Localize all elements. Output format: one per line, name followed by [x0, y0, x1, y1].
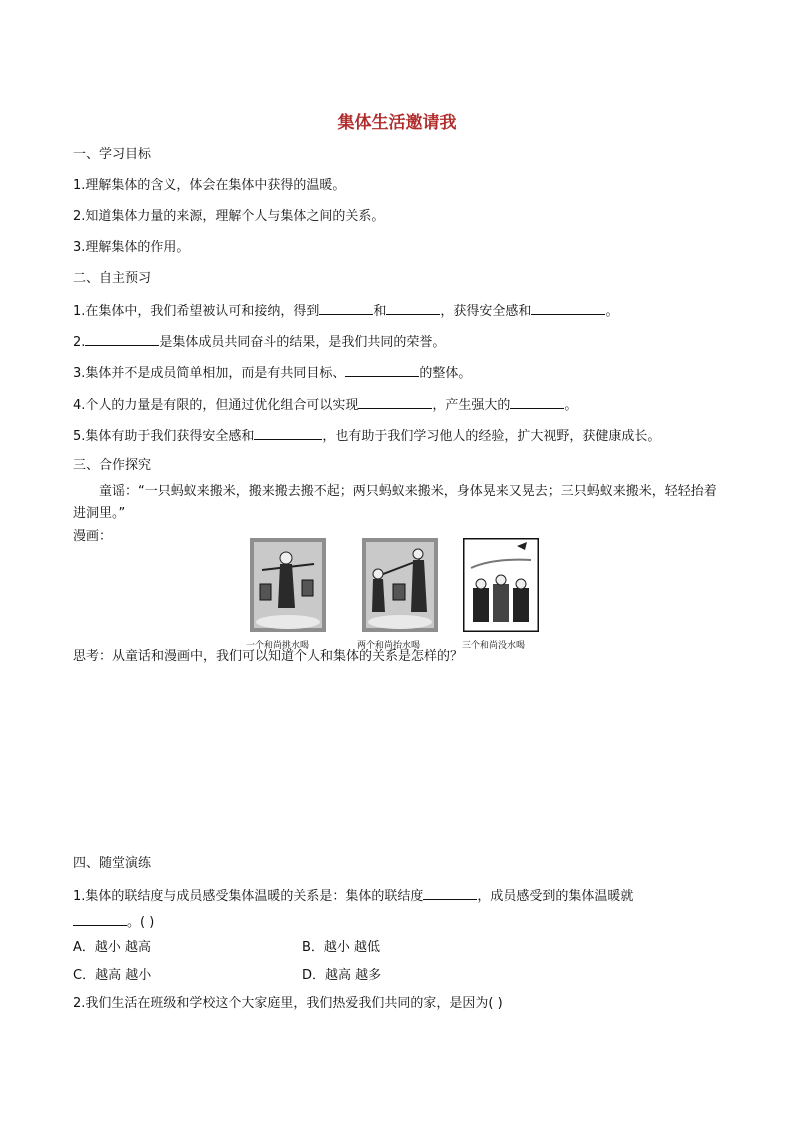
question-text: 1.在集体中，我们希望被认可和接纳，得到	[73, 304, 320, 319]
preview-question-4	[73, 396, 577, 414]
fill-blank[interactable]	[85, 333, 159, 346]
nursery-rhyme: 童谣：“一只蚂蚁来搬米，搬来搬去搬不起；两只蚂蚁来搬米，身体晃来又晃去；三只蚂蚁来搬米，轻轻抬着进洞里。”	[73, 484, 717, 521]
fill-blank[interactable]	[345, 364, 419, 377]
section-heading-preview: 二、自主预习	[73, 271, 152, 286]
question-text: ，获得安全感和	[440, 304, 532, 319]
comic-one-monk	[250, 538, 326, 632]
preview-question-3	[73, 364, 471, 382]
practice-question-1-cont	[73, 913, 154, 931]
goal-item-1: 1.理解集体的含义，体会在集体中获得的温暖。	[73, 178, 346, 193]
section-heading-practice: 四、随堂演练	[73, 856, 152, 871]
section-heading-goals: 一、学习目标	[73, 147, 152, 162]
question-text: ，成员感受到的集体温暖就	[477, 889, 634, 904]
page-title: 集体生活邀请我	[337, 113, 457, 133]
practice-question-1	[73, 887, 633, 905]
option-d[interactable]: D．越高 越多	[302, 968, 382, 983]
fill-blank[interactable]	[358, 396, 432, 409]
option-a[interactable]: A．越小 越高	[73, 940, 152, 955]
fill-blank[interactable]	[254, 427, 322, 440]
preview-question-2	[73, 333, 445, 351]
preview-question-1	[73, 302, 618, 320]
goal-item-2: 2.知道集体力量的来源，理解个人与集体之间的关系。	[73, 209, 385, 224]
comic-strip	[240, 535, 550, 655]
question-text: 3.集体并不是成员简单相加，而是有共同目标、	[73, 366, 346, 381]
goal-item-3: 3.理解集体的作用。	[73, 240, 190, 255]
question-text: 。	[605, 304, 619, 319]
question-text: 和	[373, 304, 387, 319]
preview-question-5	[73, 427, 660, 445]
question-text: 。	[564, 398, 578, 413]
fill-blank[interactable]	[531, 302, 605, 315]
practice-question-2: 2.我们生活在班级和学校这个大家庭里，我们热爱我们共同的家，是因为( )	[73, 996, 503, 1011]
question-text: 1.集体的联结度与成员感受集体温暖的关系是：集体的联结度	[73, 889, 424, 904]
section-heading-explore: 三、合作探究	[73, 458, 152, 473]
comic-three-monks	[463, 538, 539, 632]
comic-caption-1: 一个和尚挑水喝	[246, 641, 310, 651]
question-text: 4.个人的力量是有限的，但通过优化组合可以实现	[73, 398, 359, 413]
comic-two-monks	[362, 538, 438, 632]
comic-label: 漫画：	[73, 529, 113, 544]
comic-caption-2: 两个和尚抬水喝	[357, 641, 421, 651]
comic-caption-3: 三个和尚没水喝	[462, 641, 526, 651]
fill-blank[interactable]	[386, 302, 440, 315]
question-text: 5.集体有助于我们获得安全感和	[73, 429, 255, 444]
fill-blank[interactable]	[73, 913, 127, 926]
fill-blank[interactable]	[510, 396, 564, 409]
option-c[interactable]: C．越高 越小	[73, 968, 152, 983]
question-text: ，也有助于我们学习他人的经验，扩大视野，获健康成长。	[322, 429, 661, 444]
think-question: 思考：从童话和漫画中，我们可以知道个人和集体的关系是怎样的？	[73, 649, 464, 664]
question-text: 是集体成员共同奋斗的结果，是我们共同的荣誉。	[159, 335, 446, 350]
question-text: ，产生强大的	[432, 398, 511, 413]
question-text: 的整体。	[419, 366, 472, 381]
option-b[interactable]: B．越小 越低	[302, 940, 381, 955]
fill-blank[interactable]	[319, 302, 373, 315]
question-text: 2.	[73, 335, 86, 350]
fill-blank[interactable]	[423, 887, 477, 900]
question-text: 。( )	[127, 915, 155, 930]
